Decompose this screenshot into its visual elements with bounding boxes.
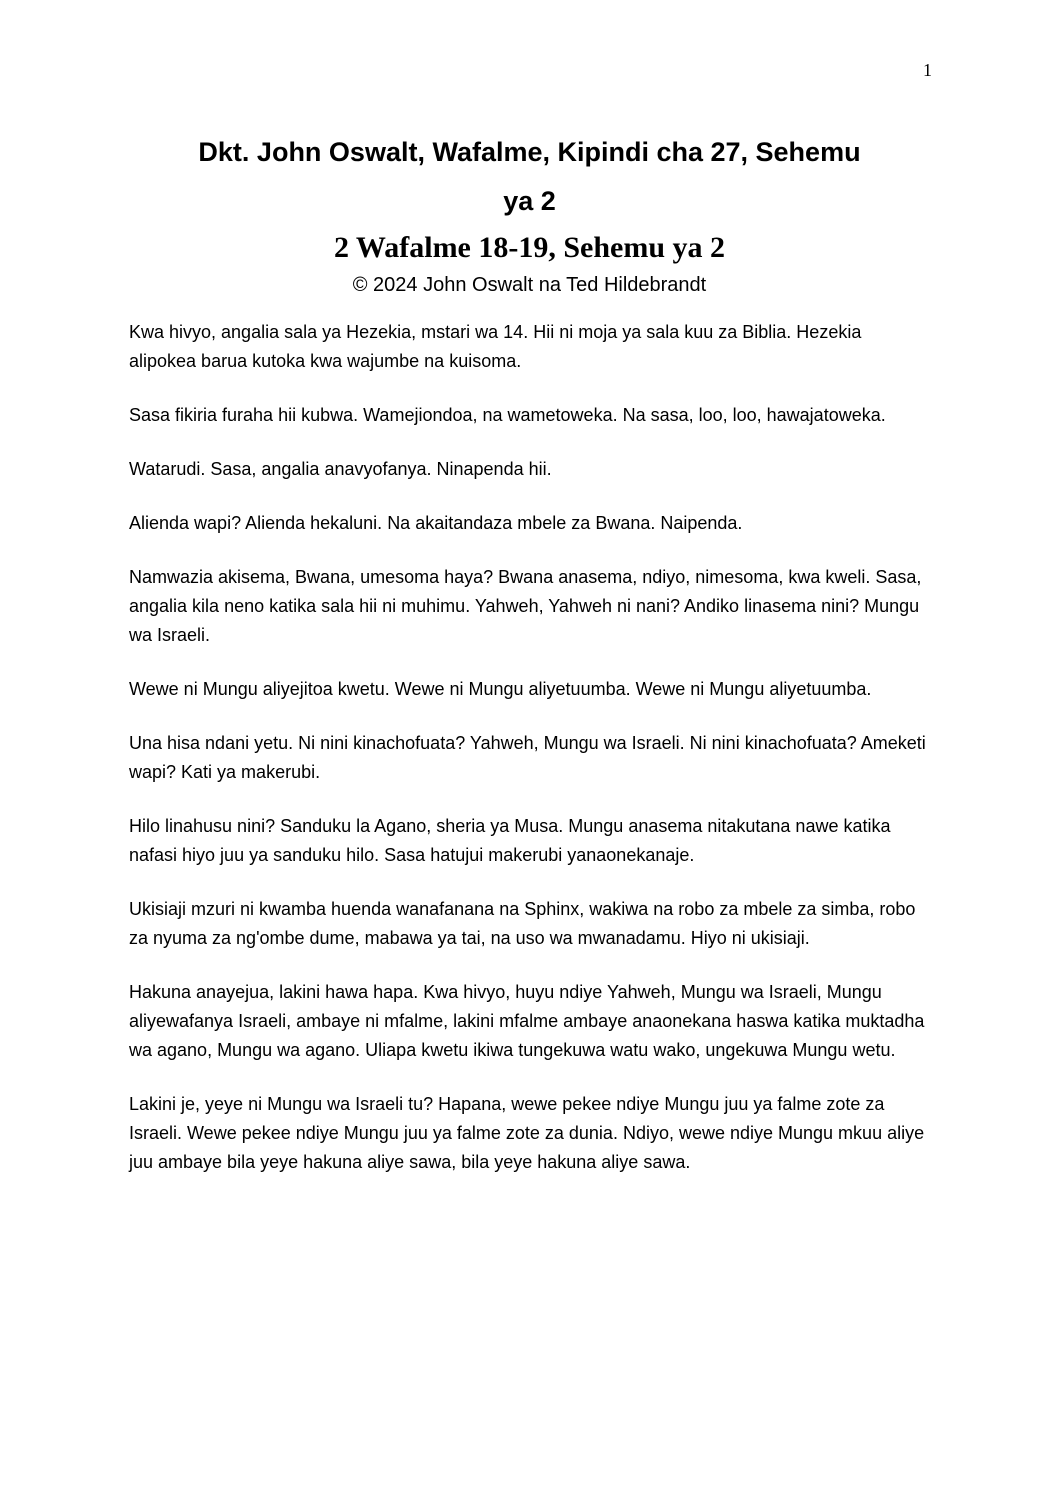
document-title-line-1: Dkt. John Oswalt, Wafalme, Kipindi cha 27, Sehemu (198, 137, 861, 167)
paragraph-11: Lakini je, yeye ni Mungu wa Israeli tu? Hapana, wewe pekee ndiye Mungu juu ya falme zote za Israeli. Wewe pekee ndiye Mungu juu ya falme zote za dunia. Ndiyo, wewe ndiye Mungu mkuu aliye juu ambaye bila yeye hakuna aliye sawa, bila yeye hakuna aliye sawa. (129, 1094, 925, 1172)
document-title-line-2: ya 2 (503, 186, 556, 216)
paragraph-2: Sasa fikiria furaha hii kubwa. Wamejiondoa, na wametoweka. Na sasa, loo, loo, hawajatoweka. (129, 405, 886, 425)
paragraph-9: Ukisiaji mzuri ni kwamba huenda wanafanana na Sphinx, wakiwa na robo za mbele za simba, robo za nyuma za ng'ombe dume, mabawa ya tai, na uso wa mwanadamu. Hiyo ni ukisiaji. (129, 899, 916, 948)
paragraph-7: Una hisa ndani yetu. Ni nini kinachofuata? Yahweh, Mungu wa Israeli. Ni nini kinachofuata? Ameketi wapi? Kati ya makerubi. (129, 733, 926, 782)
paragraph-3: Watarudi. Sasa, angalia anavyofanya. Ninapenda hii. (129, 459, 552, 479)
paragraph-8: Hilo linahusu nini? Sanduku la Agano, sheria ya Musa. Mungu anasema nitakutana nawe katika nafasi hiyo juu ya sanduku hilo. Sasa hatujui makerubi yanaonekanaje. (129, 816, 891, 865)
copyright-line: © 2024 John Oswalt na Ted Hildebrandt (352, 274, 707, 296)
document-body (129, 318, 930, 1177)
paragraph-6: Wewe ni Mungu aliyejitoa kwetu. Wewe ni Mungu aliyetuumba. Wewe ni Mungu aliyetuumba. (129, 679, 872, 699)
paragraph-10: Hakuna anayejua, lakini hawa hapa. Kwa hivyo, huyu ndiye Yahweh, Mungu wa Israeli, Mungu aliyewafanya Israeli, ambaye ni mfalme, lakini mfalme ambaye anaonekana haswa katika muktadha wa agano, Mungu wa agano. Uliapa kwetu ikiwa tungekuwa watu wako, ungekuwa Mungu wetu. (129, 982, 925, 1060)
document-subtitle: 2 Wafalme 18-19, Sehemu ya 2 (333, 231, 726, 264)
document-header (129, 0, 930, 300)
page-number: 1 (923, 60, 932, 80)
paragraph-4: Alienda wapi? Alienda hekaluni. Na akaitandaza mbele za Bwana. Naipenda. (129, 513, 743, 533)
paragraph-5: Namwazia akisema, Bwana, umesoma haya? Bwana anasema, ndiyo, nimesoma, kwa kweli. Sasa, angalia kila neno katika sala hii ni muhimu. Yahweh, Yahweh ni nani? Andiko linasema nini? Mungu wa Israeli. (129, 567, 922, 645)
paragraph-1: Kwa hivyo, angalia sala ya Hezekia, mstari wa 14. Hii ni moja ya sala kuu za Biblia. Hezekia alipokea barua kutoka kwa wajumbe na kuisoma. (129, 322, 862, 371)
document-title (129, 128, 930, 226)
